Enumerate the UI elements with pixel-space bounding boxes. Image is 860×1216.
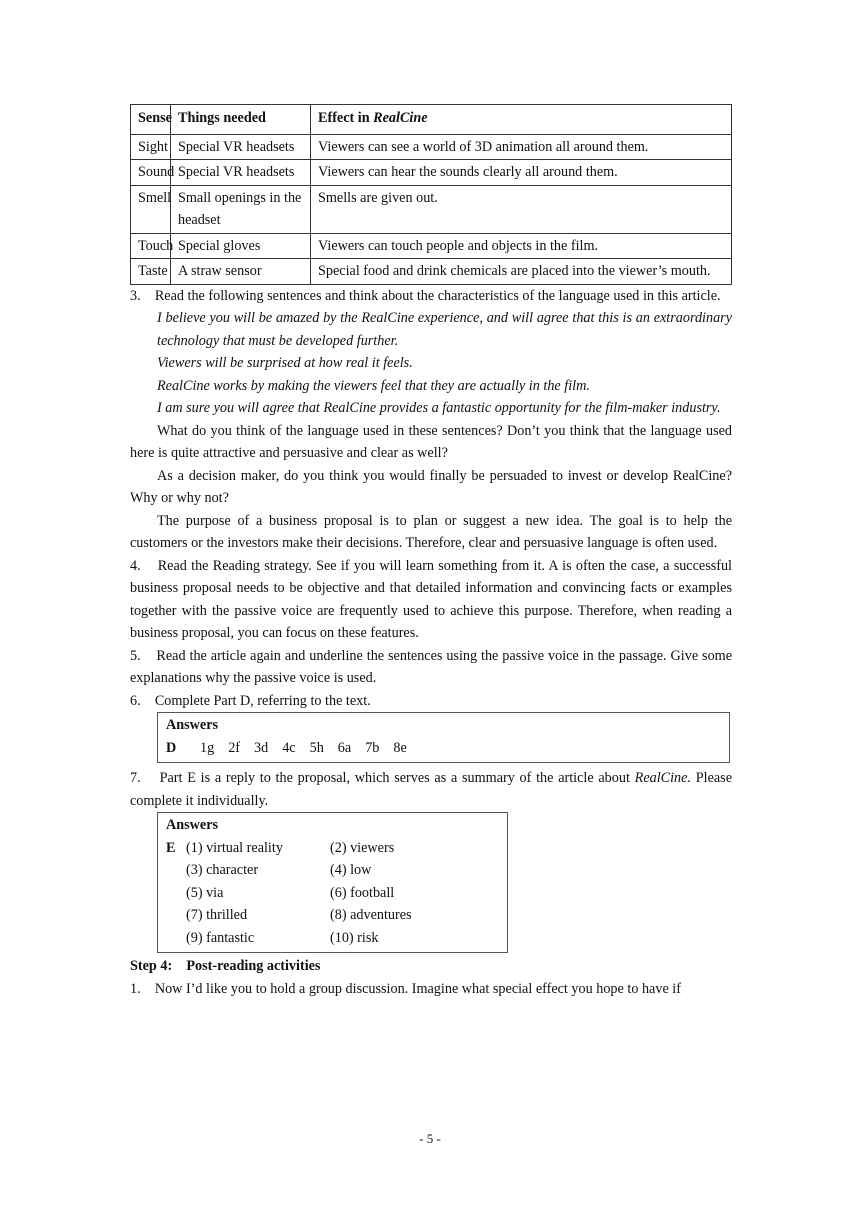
answer-item: (8) adventures <box>330 907 412 923</box>
item-6: 6. Complete Part D, referring to the text. <box>130 692 371 709</box>
answer-item: 1g <box>200 739 215 756</box>
header-effect-realcine: RealCine <box>373 110 428 126</box>
quote-4: I am sure you will agree that RealCine provides a fantastic opportunity for the film-maker industry. <box>157 400 721 416</box>
cell-things: Special gloves <box>171 233 311 259</box>
table-row <box>131 185 732 233</box>
document-page <box>130 104 732 1000</box>
senses-table <box>130 104 732 285</box>
paragraph-purpose: The purpose of a business proposal is to plan or suggest a new idea. The goal is to help the customers or the investors make their decisions. Therefore, clear and persuasive language is often used. <box>130 512 732 551</box>
answer-item: (2) viewers <box>330 839 395 856</box>
quote-1: I believe you will be amazed by the RealCine experience, and will agree that this is an extraordinary technology that must be developed further. <box>157 310 732 349</box>
item-4: 4. Read the Reading strategy. See if you will learn something from it. A is often the case, a successful business proposal needs to be objective and that detailed information and convincing facts or examples together with the passive voice are frequently used to achieve this purpose. Therefore, when reading a business proposal, you can focus on these features. <box>130 557 732 641</box>
post-reading-item-1: 1. Now I’d like you to hold a group discussion. Imagine what special effect you hope to have if <box>130 980 681 997</box>
cell-sense: Touch <box>131 233 171 259</box>
table-row <box>131 233 732 259</box>
answer-item: 3d <box>254 739 269 756</box>
answers-e-label: E <box>166 839 176 856</box>
answers-d-box <box>157 712 730 763</box>
table-header-row <box>131 105 732 135</box>
table-row <box>131 259 732 285</box>
paragraph-language: What do you think of the language used in these sentences? Don’t you think that the language used here is quite attractive and persuasive and clear as well? <box>130 422 732 461</box>
item-7-realcine: RealCine. <box>634 770 691 786</box>
header-sense: Sense <box>131 105 171 135</box>
answer-item: (3) character <box>186 862 259 878</box>
cell-sense: Sight <box>131 134 171 160</box>
cell-things: A straw sensor <box>171 259 311 285</box>
cell-things: Special VR headsets <box>171 134 311 160</box>
answer-item: 2f <box>228 739 241 756</box>
answer-item: 8e <box>393 739 407 756</box>
cell-sense: Sound <box>131 160 171 186</box>
item-3: 3. Read the following sentences and think about the characteristics of the language used in this article. <box>130 287 721 304</box>
answer-item: 6a <box>337 739 352 756</box>
cell-things: Small openings in the headset <box>171 185 311 233</box>
item-5: 5. Read the article again and underline the sentences using the passive voice in the passage. Give some explanations why the passive voice is used. <box>130 647 732 686</box>
answers-e-title: Answers <box>166 817 219 833</box>
answer-item: (10) risk <box>330 929 379 946</box>
cell-effect: Special food and drink chemicals are placed into the viewer’s mouth. <box>311 259 732 285</box>
table-row <box>131 160 732 186</box>
cell-sense: Smell <box>131 185 171 233</box>
quote-2: Viewers will be surprised at how real it feels. <box>157 355 413 371</box>
answer-item: (5) via <box>186 884 224 901</box>
page-number: - 5 - <box>419 1131 441 1146</box>
answer-item: (9) fantastic <box>186 929 255 946</box>
header-effect: Effect in RealCine <box>311 105 732 135</box>
cell-things: Special VR headsets <box>171 160 311 186</box>
quote-3: RealCine works by making the viewers feel that they are actually in the film. <box>157 377 590 394</box>
step-4-heading: Step 4: Post-reading activities <box>130 958 321 974</box>
table-row <box>131 134 732 160</box>
cell-effect: Viewers can see a world of 3D animation all around them. <box>311 134 732 160</box>
answer-item: 5h <box>309 739 324 756</box>
answers-d-label: D <box>166 739 177 756</box>
answers-e-box <box>157 812 508 953</box>
answer-item: 7b <box>365 739 380 756</box>
answer-item: 4c <box>282 739 296 756</box>
item-7: 7. Part E is a reply to the proposal, which serves as a summary of the article about RealCine. Please complete it individually. <box>130 770 732 809</box>
cell-effect: Smells are given out. <box>311 185 732 233</box>
cell-sense: Taste <box>131 259 171 285</box>
answer-item: (7) thrilled <box>186 907 248 923</box>
cell-effect: Viewers can hear the sounds clearly all around them. <box>311 160 732 186</box>
answers-d-title: Answers <box>166 717 219 733</box>
answer-item: (6) football <box>330 884 395 901</box>
cell-effect: Viewers can touch people and objects in the film. <box>311 233 732 259</box>
answer-item: (1) virtual reality <box>186 839 283 856</box>
paragraph-decision: As a decision maker, do you think you would finally be persuaded to invest or develop RealCine? Why or why not? <box>130 467 732 506</box>
header-things: Things needed <box>171 105 311 135</box>
answer-item: (4) low <box>330 862 372 878</box>
